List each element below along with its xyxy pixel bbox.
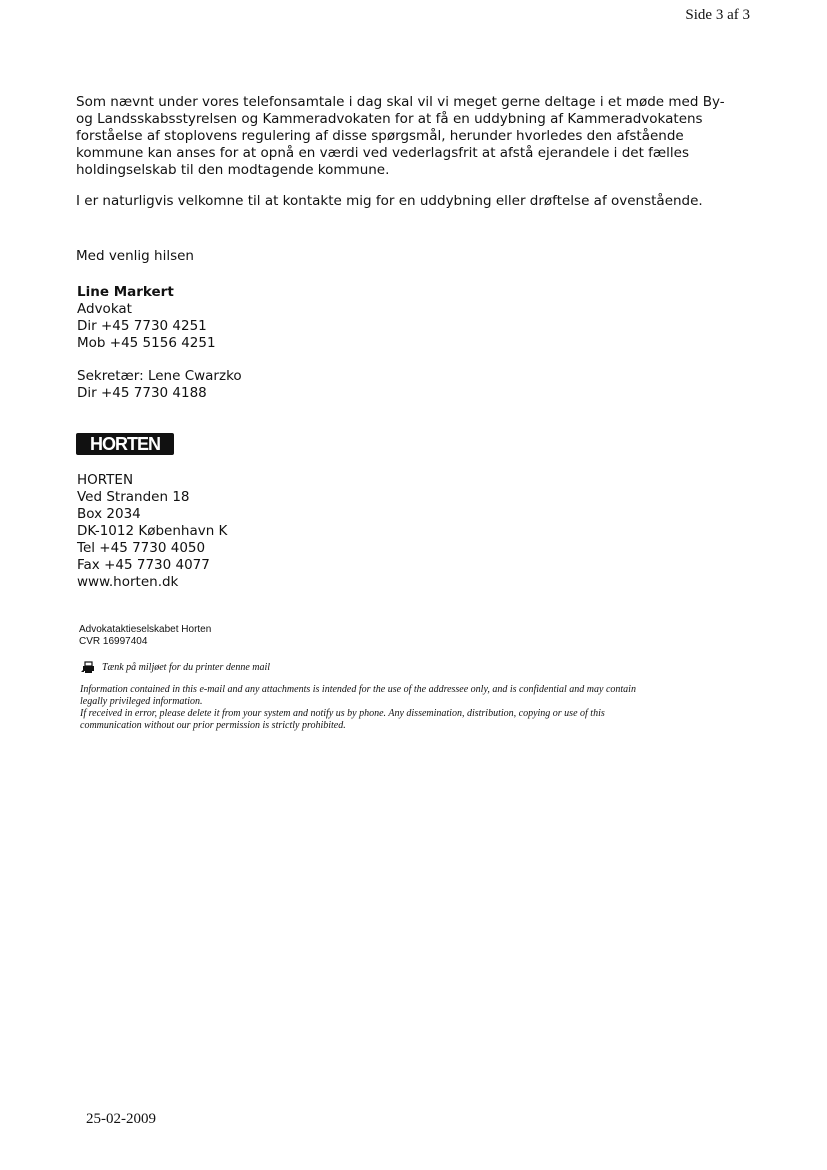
address-website-link[interactable]: www.horten.dk xyxy=(77,574,179,590)
disclaimer-line: communication without our prior permission is strictly prohibited. xyxy=(80,720,346,731)
disclaimer-line: Information contained in this e-mail and any attachments is intended for the use of the addressee only, and is confidential and may contain xyxy=(80,684,636,695)
paragraph-line: og Landsskabsstyrelsen og Kammeradvokaten for at få en uddybning af Kammeradvokatens xyxy=(76,111,703,127)
address-street: Ved Stranden 18 xyxy=(77,489,190,505)
address-fax: Fax +45 7730 4077 xyxy=(77,557,210,573)
address-city: DK-1012 København K xyxy=(77,523,228,539)
secretary-direct-phone: Dir +45 7730 4188 xyxy=(77,385,207,401)
horten-logo xyxy=(76,433,174,455)
signature-title: Advokat xyxy=(77,301,132,317)
address-tel: Tel +45 7730 4050 xyxy=(77,540,206,556)
company-cvr: CVR 16997404 xyxy=(79,636,148,647)
signature-direct-phone: Dir +45 7730 4251 xyxy=(77,318,207,334)
logo-text: HORTEN xyxy=(90,434,160,454)
secretary-contact xyxy=(77,368,242,402)
eco-note-text: Tænk på miljøet for du printer denne mail xyxy=(102,661,271,673)
letter-paragraph-1 xyxy=(76,94,756,179)
address-box: Box 2034 xyxy=(77,506,141,522)
email-disclaimer xyxy=(80,684,750,732)
company-address xyxy=(77,472,227,591)
page-number: Side 3 af 3 xyxy=(685,7,750,23)
paragraph-line: Som nævnt under vores telefonsamtale i dag skal vil vi meget gerne deltage i et møde med By- xyxy=(76,94,725,110)
signature-mobile-phone: Mob +45 5156 4251 xyxy=(77,335,216,351)
address-company: HORTEN xyxy=(77,472,134,488)
letter-paragraph-2: I er naturligvis velkomne til at kontakte mig for en uddybning eller drøftelse af ovenstående. xyxy=(76,193,703,209)
paragraph-line: kommune kan anses for at opnå en værdi ved vederlagsfrit at afstå ejerandele i det fælles xyxy=(76,145,690,161)
signature-contact xyxy=(77,301,216,352)
company-legal-info xyxy=(79,624,211,648)
recycle-printer-icon xyxy=(80,660,96,674)
paragraph-line: forståelse af stoplovens regulering af disse spørgsmål, herunder hvorledes den afstående xyxy=(76,128,684,144)
disclaimer-line: legally privileged information. xyxy=(80,696,203,707)
eco-note xyxy=(80,660,270,674)
secretary-name: Sekretær: Lene Cwarzko xyxy=(77,368,242,384)
company-legal-name: Advokataktieselskabet Horten xyxy=(79,624,212,635)
document-date: 25-02-2009 xyxy=(86,1111,156,1127)
disclaimer-line: If received in error, please delete it from your system and notify us by phone. Any dissemination, distribution, copying or use of this xyxy=(80,708,605,719)
closing-greeting: Med venlig hilsen xyxy=(76,248,194,264)
paragraph-line: holdingselskab til den modtagende kommune. xyxy=(76,162,390,178)
signature-name: Line Markert xyxy=(77,284,174,300)
